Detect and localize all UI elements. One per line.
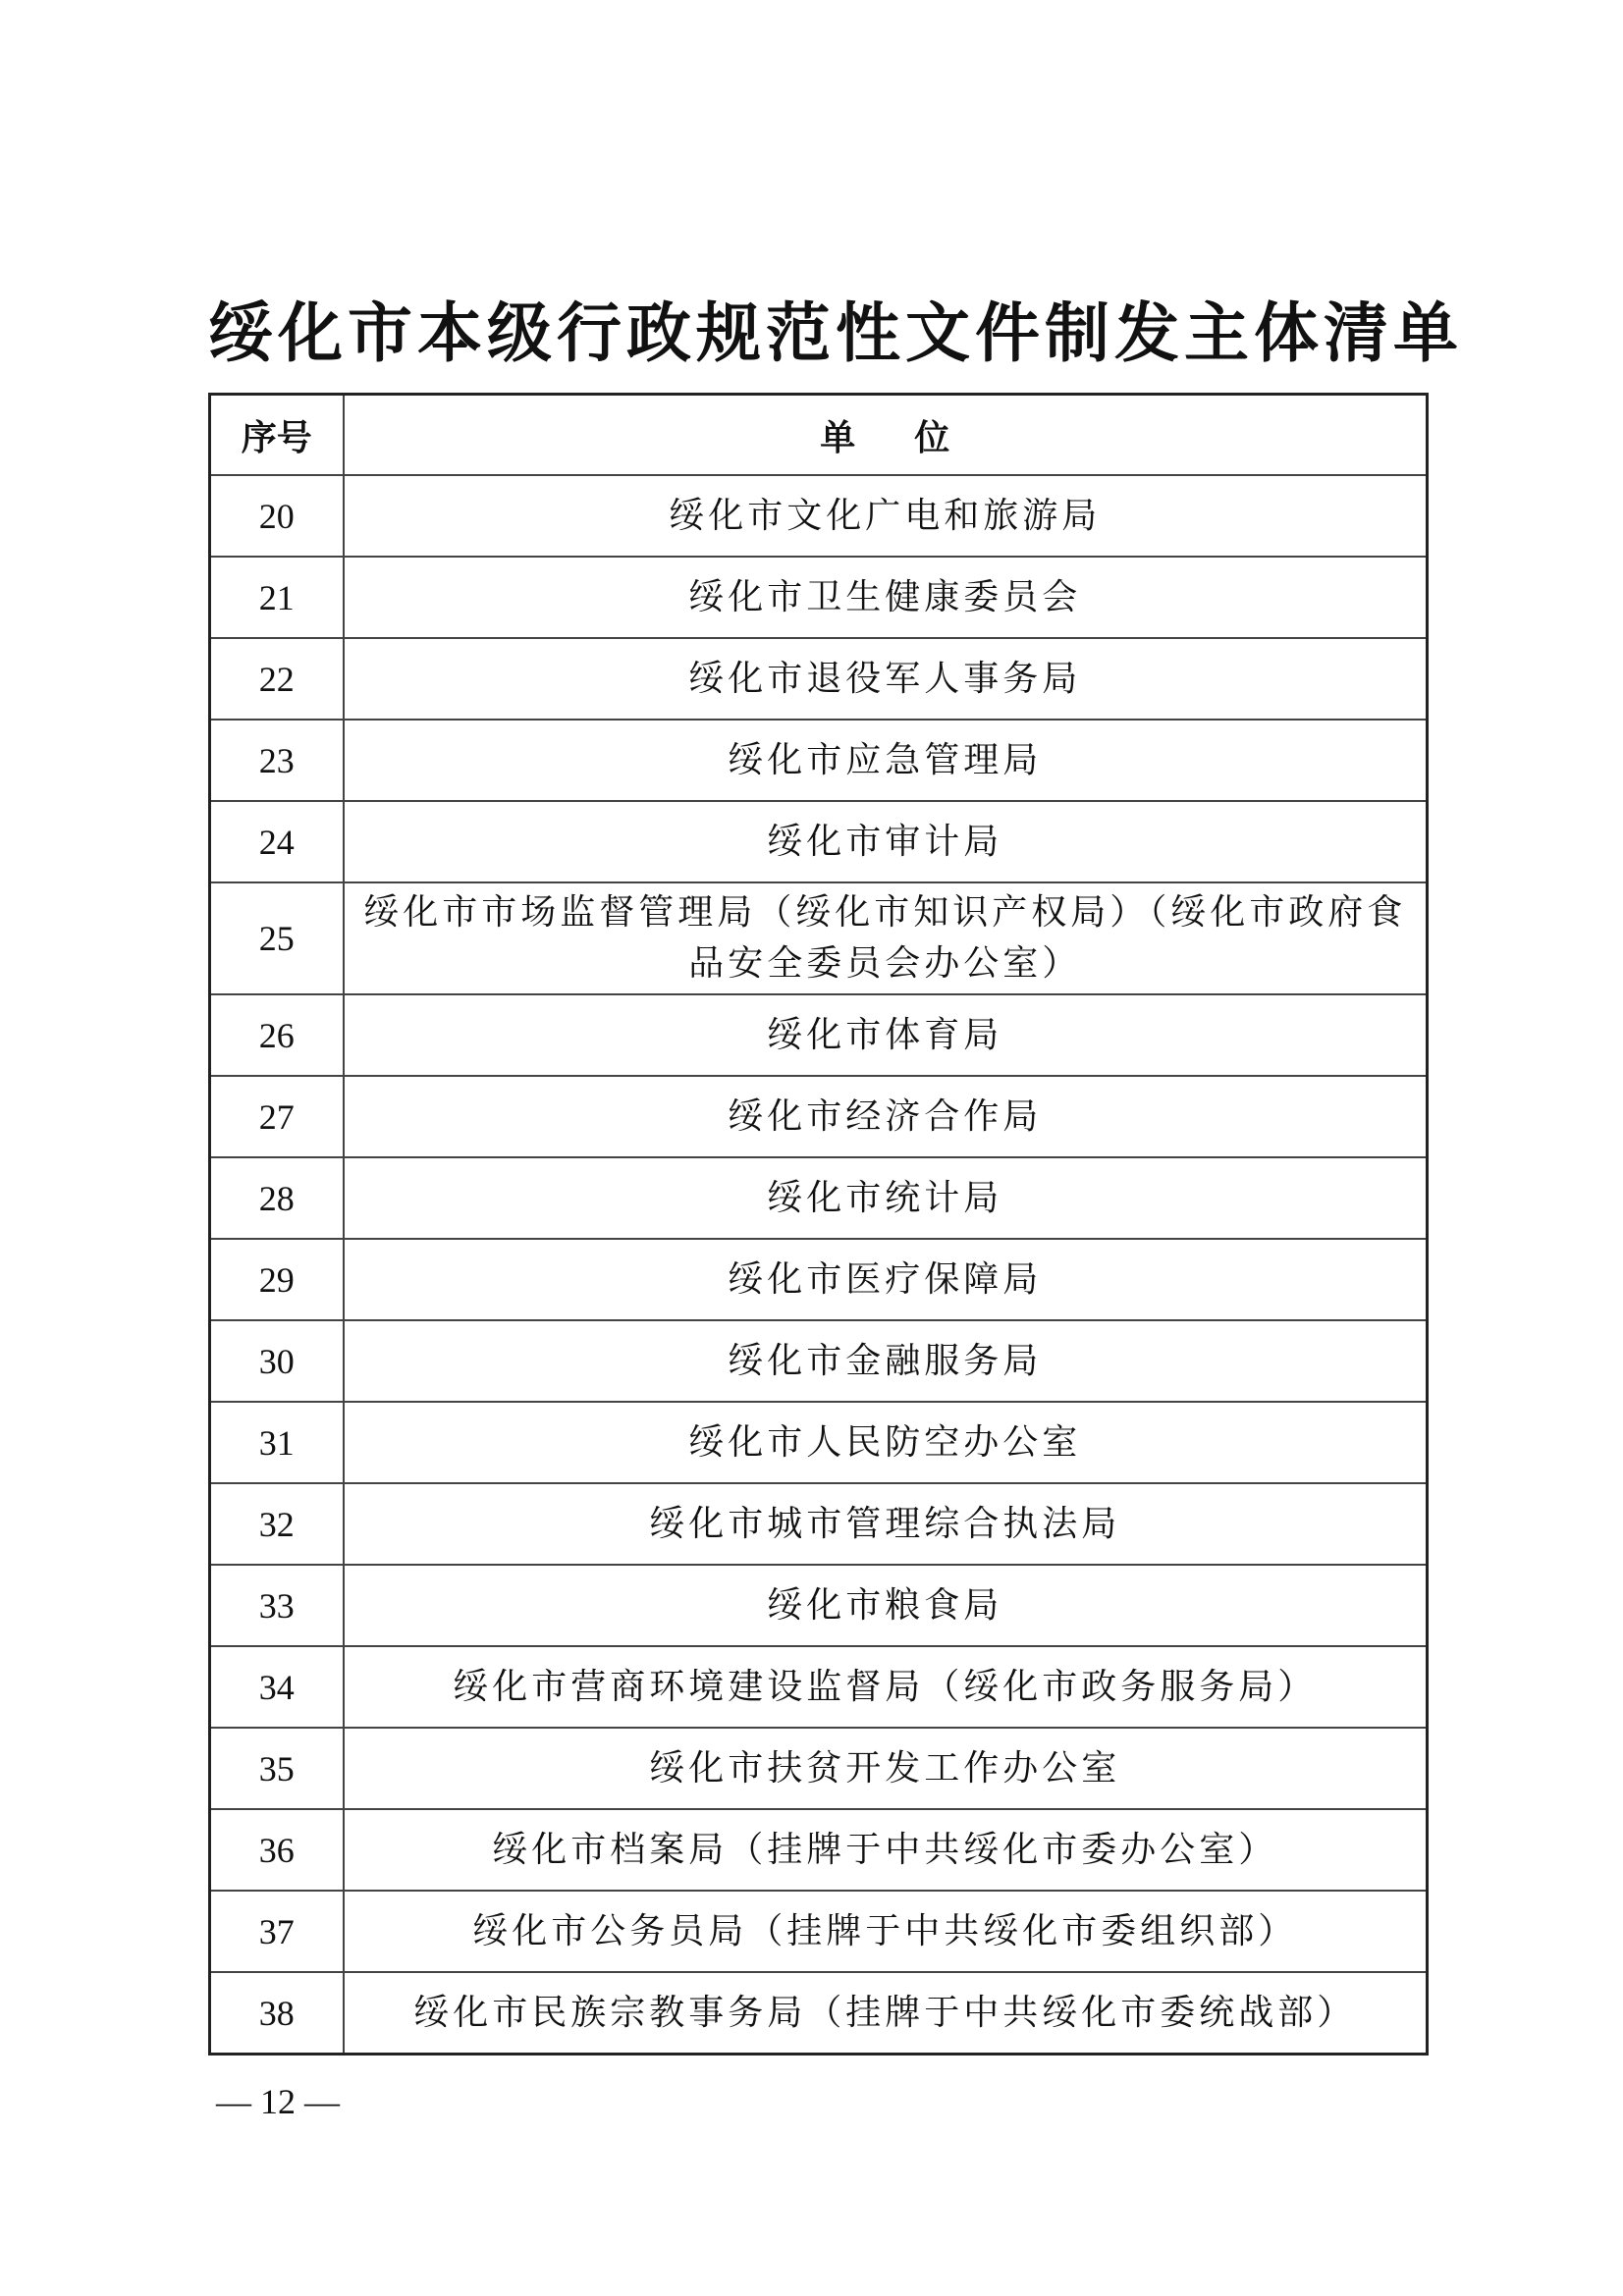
row-serial-number: 29: [210, 1239, 344, 1320]
table-row: [210, 1239, 1428, 1320]
row-serial-number: 35: [210, 1728, 344, 1809]
row-serial-number: 37: [210, 1891, 344, 1972]
row-unit-name: 绥化市营商环境建设监督局（绥化市政务服务局）: [344, 1646, 1428, 1728]
table-row: [210, 1809, 1428, 1891]
row-unit-name: 绥化市应急管理局: [344, 720, 1428, 801]
page-number: — 12 —: [216, 2082, 340, 2121]
table-row: [210, 1646, 1428, 1728]
row-unit-name: 绥化市经济合作局: [344, 1076, 1428, 1157]
row-unit-name: 绥化市扶贫开发工作办公室: [344, 1728, 1428, 1809]
row-serial-number: 33: [210, 1565, 344, 1646]
row-unit-name: 绥化市审计局: [344, 801, 1428, 882]
row-unit-name: 绥化市公务员局（挂牌于中共绥化市委组织部）: [344, 1891, 1428, 1972]
row-serial-number: 20: [210, 475, 344, 557]
row-unit-name: 绥化市城市管理综合执法局: [344, 1483, 1428, 1565]
row-serial-number: 22: [210, 638, 344, 720]
row-unit-name: 绥化市退役军人事务局: [344, 638, 1428, 720]
table-row: [210, 801, 1428, 882]
table-row: [210, 475, 1428, 557]
table-row: [210, 1402, 1428, 1483]
row-unit-name: 绥化市医疗保障局: [344, 1239, 1428, 1320]
row-unit-name: 绥化市人民防空办公室: [344, 1402, 1428, 1483]
table-row: [210, 557, 1428, 638]
row-unit-name: 绥化市档案局（挂牌于中共绥化市委办公室）: [344, 1809, 1428, 1891]
row-unit-name: 绥化市金融服务局: [344, 1320, 1428, 1402]
row-serial-number: 32: [210, 1483, 344, 1565]
table-row: [210, 1320, 1428, 1402]
table-row: [210, 1565, 1428, 1646]
header-unit: [344, 395, 1428, 476]
row-serial-number: 21: [210, 557, 344, 638]
row-serial-number: 28: [210, 1157, 344, 1239]
table-row: [210, 1157, 1428, 1239]
table-row: [210, 1483, 1428, 1565]
table-row: [210, 1972, 1428, 2055]
row-serial-number: 30: [210, 1320, 344, 1402]
row-unit-name: 绥化市文化广电和旅游局: [344, 475, 1428, 557]
row-unit-name: 绥化市民族宗教事务局（挂牌于中共绥化市委统战部）: [344, 1972, 1428, 2055]
row-unit-name: 绥化市粮食局: [344, 1565, 1428, 1646]
row-serial-number: 27: [210, 1076, 344, 1157]
header-serial-number: 序号: [210, 395, 344, 476]
row-serial-number: 23: [210, 720, 344, 801]
row-serial-number: 36: [210, 1809, 344, 1891]
row-serial-number: 25: [210, 882, 344, 994]
row-unit-name: 绥化市市场监督管理局（绥化市知识产权局）（绥化市政府食品安全委员会办公室）: [344, 882, 1428, 994]
row-serial-number: 26: [210, 994, 344, 1076]
table-body: [210, 475, 1428, 2055]
page-title: 绥化市本级行政规范性文件制发主体清单: [208, 295, 1463, 371]
row-serial-number: 34: [210, 1646, 344, 1728]
table-row: [210, 882, 1428, 994]
row-unit-name: 绥化市统计局: [344, 1157, 1428, 1239]
table-row: [210, 1076, 1428, 1157]
table-row: [210, 994, 1428, 1076]
table-row: [210, 720, 1428, 801]
row-serial-number: 38: [210, 1972, 344, 2055]
table-row: [210, 1891, 1428, 1972]
row-serial-number: 24: [210, 801, 344, 882]
table-row: [210, 1728, 1428, 1809]
row-serial-number: 31: [210, 1402, 344, 1483]
entity-table: [208, 393, 1429, 2056]
table-header-row: [210, 395, 1428, 476]
row-unit-name: 绥化市体育局: [344, 994, 1428, 1076]
header-unit-label: 单位: [820, 417, 1009, 458]
table-row: [210, 638, 1428, 720]
row-unit-name: 绥化市卫生健康委员会: [344, 557, 1428, 638]
